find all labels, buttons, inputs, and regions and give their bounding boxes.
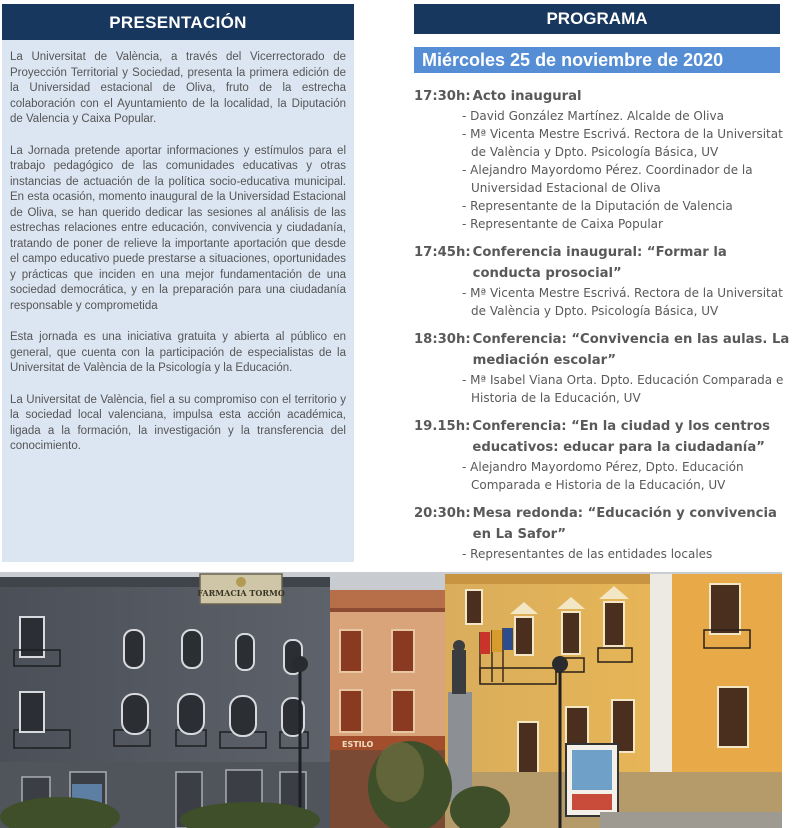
program-header: PROGRAMA <box>414 4 780 34</box>
session <box>414 503 794 563</box>
presentation-header: PRESENTACIÓN <box>2 4 354 40</box>
program-date: Miércoles 25 de noviembre de 2020 <box>414 47 780 73</box>
session-heading <box>414 503 794 545</box>
session-title: Conferencia inaugural: “Formar la conducta prosocial” <box>472 245 727 281</box>
session-time: 17:45h: <box>414 245 471 260</box>
session-title: Acto inaugural <box>472 89 582 104</box>
session <box>414 86 794 233</box>
pharmacy-sign: FARMACIA TORMO <box>197 588 285 598</box>
presentation-panel <box>2 40 354 562</box>
speaker-item: - Representantes de las entidades locales <box>462 545 794 563</box>
speaker-list <box>414 107 794 233</box>
session-title: Mesa redonda: “Educación y convivencia en La Safor” <box>472 506 777 542</box>
speaker-item: - Mª Isabel Viana Orta. Dpto. Educación Comparada e Historia de la Educación, UV <box>462 371 794 407</box>
session <box>414 242 794 320</box>
speaker-item: - Mª Vicenta Mestre Escrivá. Rectora de la Universitat de València y Dpto. Psicología Básica, UV <box>462 284 794 320</box>
session-time: 20:30h: <box>414 506 471 521</box>
presentation-paragraph-4: La Universitat de València, fiel a su compromiso con el territorio y la sociedad local valenciana, impulsa esta acción académica, ligada a la formación, la investigación y la transferencia del conocimiento. <box>10 393 346 452</box>
session-heading <box>414 416 794 458</box>
speaker-list <box>414 545 794 563</box>
speaker-item: - Alejandro Mayordomo Pérez, Dpto. Educación Comparada e Historia de la Educación, UV <box>462 458 794 494</box>
session-time: 17:30h: <box>414 89 471 104</box>
session-title: Conferencia: “Convivencia en las aulas. La mediación escolar” <box>472 332 790 368</box>
session-time: 19.15h: <box>414 419 471 434</box>
presentation-paragraph-3: Esta jornada es una iniciativa gratuita y abierta al público en general, que cuenta con la participación de especialistas de la Universitat de València de la Psicología y la Educación. <box>10 331 346 374</box>
speaker-item: - Representante de la Diputación de Valencia <box>462 197 794 215</box>
shop-awning-text: ESTILO <box>342 740 374 749</box>
session <box>414 329 794 407</box>
session-heading <box>414 242 794 284</box>
speaker-item: - Mª Vicenta Mestre Escrivá. Rectora de la Universitat de València y Dpto. Psicología Básica, UV <box>462 125 794 161</box>
session-time: 18:30h: <box>414 332 471 347</box>
presentation-paragraph-1: La Universitat de València, a través del Vicerrectorado de Proyección Territorial y Sociedad, presenta la primera edición de la Universidad estacional de Oliva, fruto de la estrecha colaboración con el Ayuntamiento de la localidad, la Diputación de Valencia y Caixa Popular. <box>10 51 346 125</box>
session-heading <box>414 86 794 107</box>
speaker-list <box>414 284 794 320</box>
session-title: Conferencia: “En la ciudad y los centros educativos: educar para la ciudadanía” <box>472 419 770 455</box>
speaker-list <box>414 458 794 494</box>
speaker-item: - Representante de Caixa Popular <box>462 215 794 233</box>
program-list <box>414 86 794 572</box>
session-heading <box>414 329 794 371</box>
town-square-photo <box>0 572 782 828</box>
speaker-list <box>414 371 794 407</box>
presentation-paragraph-2: La Jornada pretende aportar informaciones y estímulos para el trabajo pedagógico de las comunidades educativas y otras instancias de actuación de la política socio-educativa municipal. En esta ocasión, momento inaugural de la Universidad Estacional de Oliva, se han querido dedicar las sesiones al análisis de las estrechas relaciones entre educación, convivencia y ciudadanía, tratando de poner de relieve la importante aportación que desde el campo educativo puede prestarse a situaciones, oportunidades y prácticas que inciden en una mejor fundamentación de una sociedad democrática, y en la preparación para una ciudadanía responsable y comprometida <box>10 144 346 312</box>
speaker-item: - Alejandro Mayordomo Pérez. Coordinador de la Universidad Estacional de Oliva <box>462 161 794 197</box>
speaker-item: - David González Martínez. Alcalde de Oliva <box>462 107 794 125</box>
session <box>414 416 794 494</box>
